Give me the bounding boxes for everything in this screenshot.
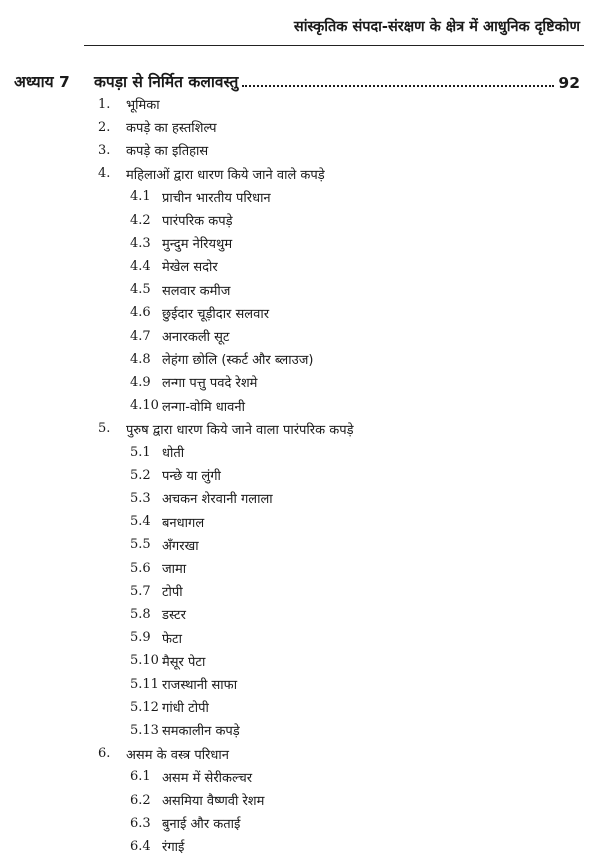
toc-subsection	[130, 441, 184, 463]
toc-title: धोती	[162, 446, 185, 461]
toc-number: 4.6	[130, 305, 151, 321]
toc-title: लेहंगा छोलि (स्कर्ट और ब्लाउज)	[162, 353, 314, 369]
toc-title: छुईदार चूड़ीदार सलवार	[162, 306, 270, 322]
toc-subsection	[130, 511, 204, 533]
chapter-label: अध्याय 7	[14, 73, 70, 91]
toc-subsection	[130, 627, 182, 649]
toc-title: लन्गा पत्तु पवदे रेशमे	[162, 376, 258, 392]
toc-title: अँगरखा	[162, 538, 199, 554]
toc-subsection	[130, 232, 232, 254]
toc-title: डस्टर	[162, 608, 186, 624]
running-header: सांस्कृतिक संपदा-संरक्षण के क्षेत्र में आधुनिक दृष्टिकोण	[293, 19, 580, 35]
toc-section	[98, 418, 354, 440]
toc-title: पारंपरिक कपड़े	[162, 214, 233, 229]
toc-subsection	[130, 789, 264, 811]
toc-title: बनधागल	[162, 515, 205, 531]
toc-section	[98, 139, 208, 161]
toc-subsection	[130, 371, 257, 393]
toc-title: असमिया वैष्णवी रेशम	[162, 794, 265, 809]
toc-title: फेटा	[162, 631, 182, 647]
toc-number: 1.	[98, 96, 111, 112]
toc-number: 4.3	[130, 235, 151, 251]
toc-title: मेखेल सदोर	[162, 260, 218, 276]
toc-number: 4.4	[130, 258, 151, 274]
toc-title: राजस्थानी साफा	[162, 678, 238, 693]
toc-subsection	[130, 766, 252, 788]
toc-number: 4.1	[130, 189, 151, 205]
toc-subsection	[130, 395, 245, 417]
toc-number: 6.4	[130, 838, 151, 854]
toc-section	[98, 93, 160, 115]
toc-number: 4.10	[130, 398, 159, 414]
toc-number: 4.8	[130, 351, 151, 367]
toc-number: 6.3	[130, 815, 151, 831]
toc-number: 4.5	[130, 282, 151, 298]
toc-title: सलवार कमीज	[162, 283, 231, 299]
toc-section	[98, 163, 325, 185]
toc-subsection	[130, 348, 313, 370]
toc-subsection	[130, 487, 273, 509]
toc-subsection	[130, 603, 186, 625]
toc-title: पुरुष द्वारा धारण किये जाने वाला पारंपरिक कपड़े	[126, 422, 354, 438]
toc-title: कपड़े का इतिहास	[126, 144, 209, 160]
toc-subsection	[130, 209, 233, 231]
toc-number: 4.	[98, 166, 111, 182]
dot-leader	[242, 85, 554, 87]
toc-title: समकालीन कपड़े	[162, 724, 240, 740]
toc-subsection	[130, 325, 229, 347]
toc-subsection	[130, 534, 199, 556]
toc-number: 5.10	[130, 653, 159, 669]
toc-title: भूमिका	[126, 98, 160, 113]
toc-subsection	[130, 464, 221, 486]
toc-title: मुन्दुम नेरियथुम	[162, 237, 233, 253]
toc-number: 5.3	[130, 490, 151, 506]
toc-number: 5.7	[130, 583, 151, 599]
toc-title: पन्छे या लुंगी	[162, 469, 221, 485]
toc-number: 5.1	[130, 444, 151, 460]
toc-number: 5.13	[130, 722, 159, 738]
toc-title: टोपी	[162, 585, 183, 601]
toc-title: असम के वस्त्र परिधान	[126, 747, 229, 763]
toc-section	[98, 743, 229, 765]
toc-subsection	[130, 580, 183, 602]
toc-subsection	[130, 255, 218, 277]
toc-subsection	[130, 812, 240, 834]
chapter-entry	[14, 66, 580, 92]
toc-subsection	[130, 302, 269, 324]
toc-number: 6.2	[130, 792, 151, 808]
toc-subsection	[130, 835, 184, 857]
toc-number: 2.	[98, 119, 111, 135]
toc-subsection	[130, 279, 230, 301]
toc-subsection	[130, 557, 186, 579]
toc-number: 5.4	[130, 514, 151, 530]
toc-subsection	[130, 719, 240, 741]
toc-number: 5.9	[130, 630, 151, 646]
toc-subsection	[130, 186, 271, 208]
toc-title: अचकन शेरवानी गलाला	[162, 492, 273, 508]
toc-title: गांधी टोपी	[162, 701, 209, 717]
toc-title: प्राचीन भारतीय परिधान	[162, 190, 271, 206]
toc-title: कपड़े का हस्तशिल्प	[126, 121, 217, 137]
toc-number: 6.1	[130, 769, 151, 785]
toc-number: 5.2	[130, 467, 151, 483]
toc-title: महिलाओं द्वारा धारण किये जाने वाले कपड़े	[126, 167, 325, 183]
toc-title: जामा	[162, 562, 187, 577]
toc-number: 4.9	[130, 374, 151, 390]
toc-section	[98, 116, 216, 138]
toc-subsection	[130, 673, 237, 695]
toc-number: 4.2	[130, 212, 151, 228]
toc-title: मैसूर पेटा	[162, 654, 206, 670]
chapter-title: कपड़ा से निर्मित कलावस्तु	[94, 73, 239, 91]
toc-number: 5.	[98, 421, 111, 437]
toc-title: असम में सेरीकल्चर	[162, 770, 253, 786]
toc-subsection	[130, 650, 205, 672]
toc-subsection	[130, 696, 209, 718]
toc-title: बुनाई और कताई	[162, 817, 241, 833]
toc-number: 3.	[98, 142, 111, 158]
toc-number: 6.	[98, 746, 111, 762]
toc-number: 5.8	[130, 606, 151, 622]
toc-number: 5.5	[130, 537, 151, 553]
toc-number: 5.12	[130, 699, 159, 715]
chapter-page-number: 92	[558, 74, 580, 92]
toc-number: 5.6	[130, 560, 151, 576]
toc-title: अनारकली सूट	[162, 330, 230, 345]
header-rule	[84, 45, 584, 46]
toc-title: रंगाई	[162, 840, 185, 856]
toc-number: 5.11	[130, 676, 159, 692]
toc-title: लन्गा-वोमि धावनी	[162, 399, 245, 415]
toc-number: 4.7	[130, 328, 151, 344]
